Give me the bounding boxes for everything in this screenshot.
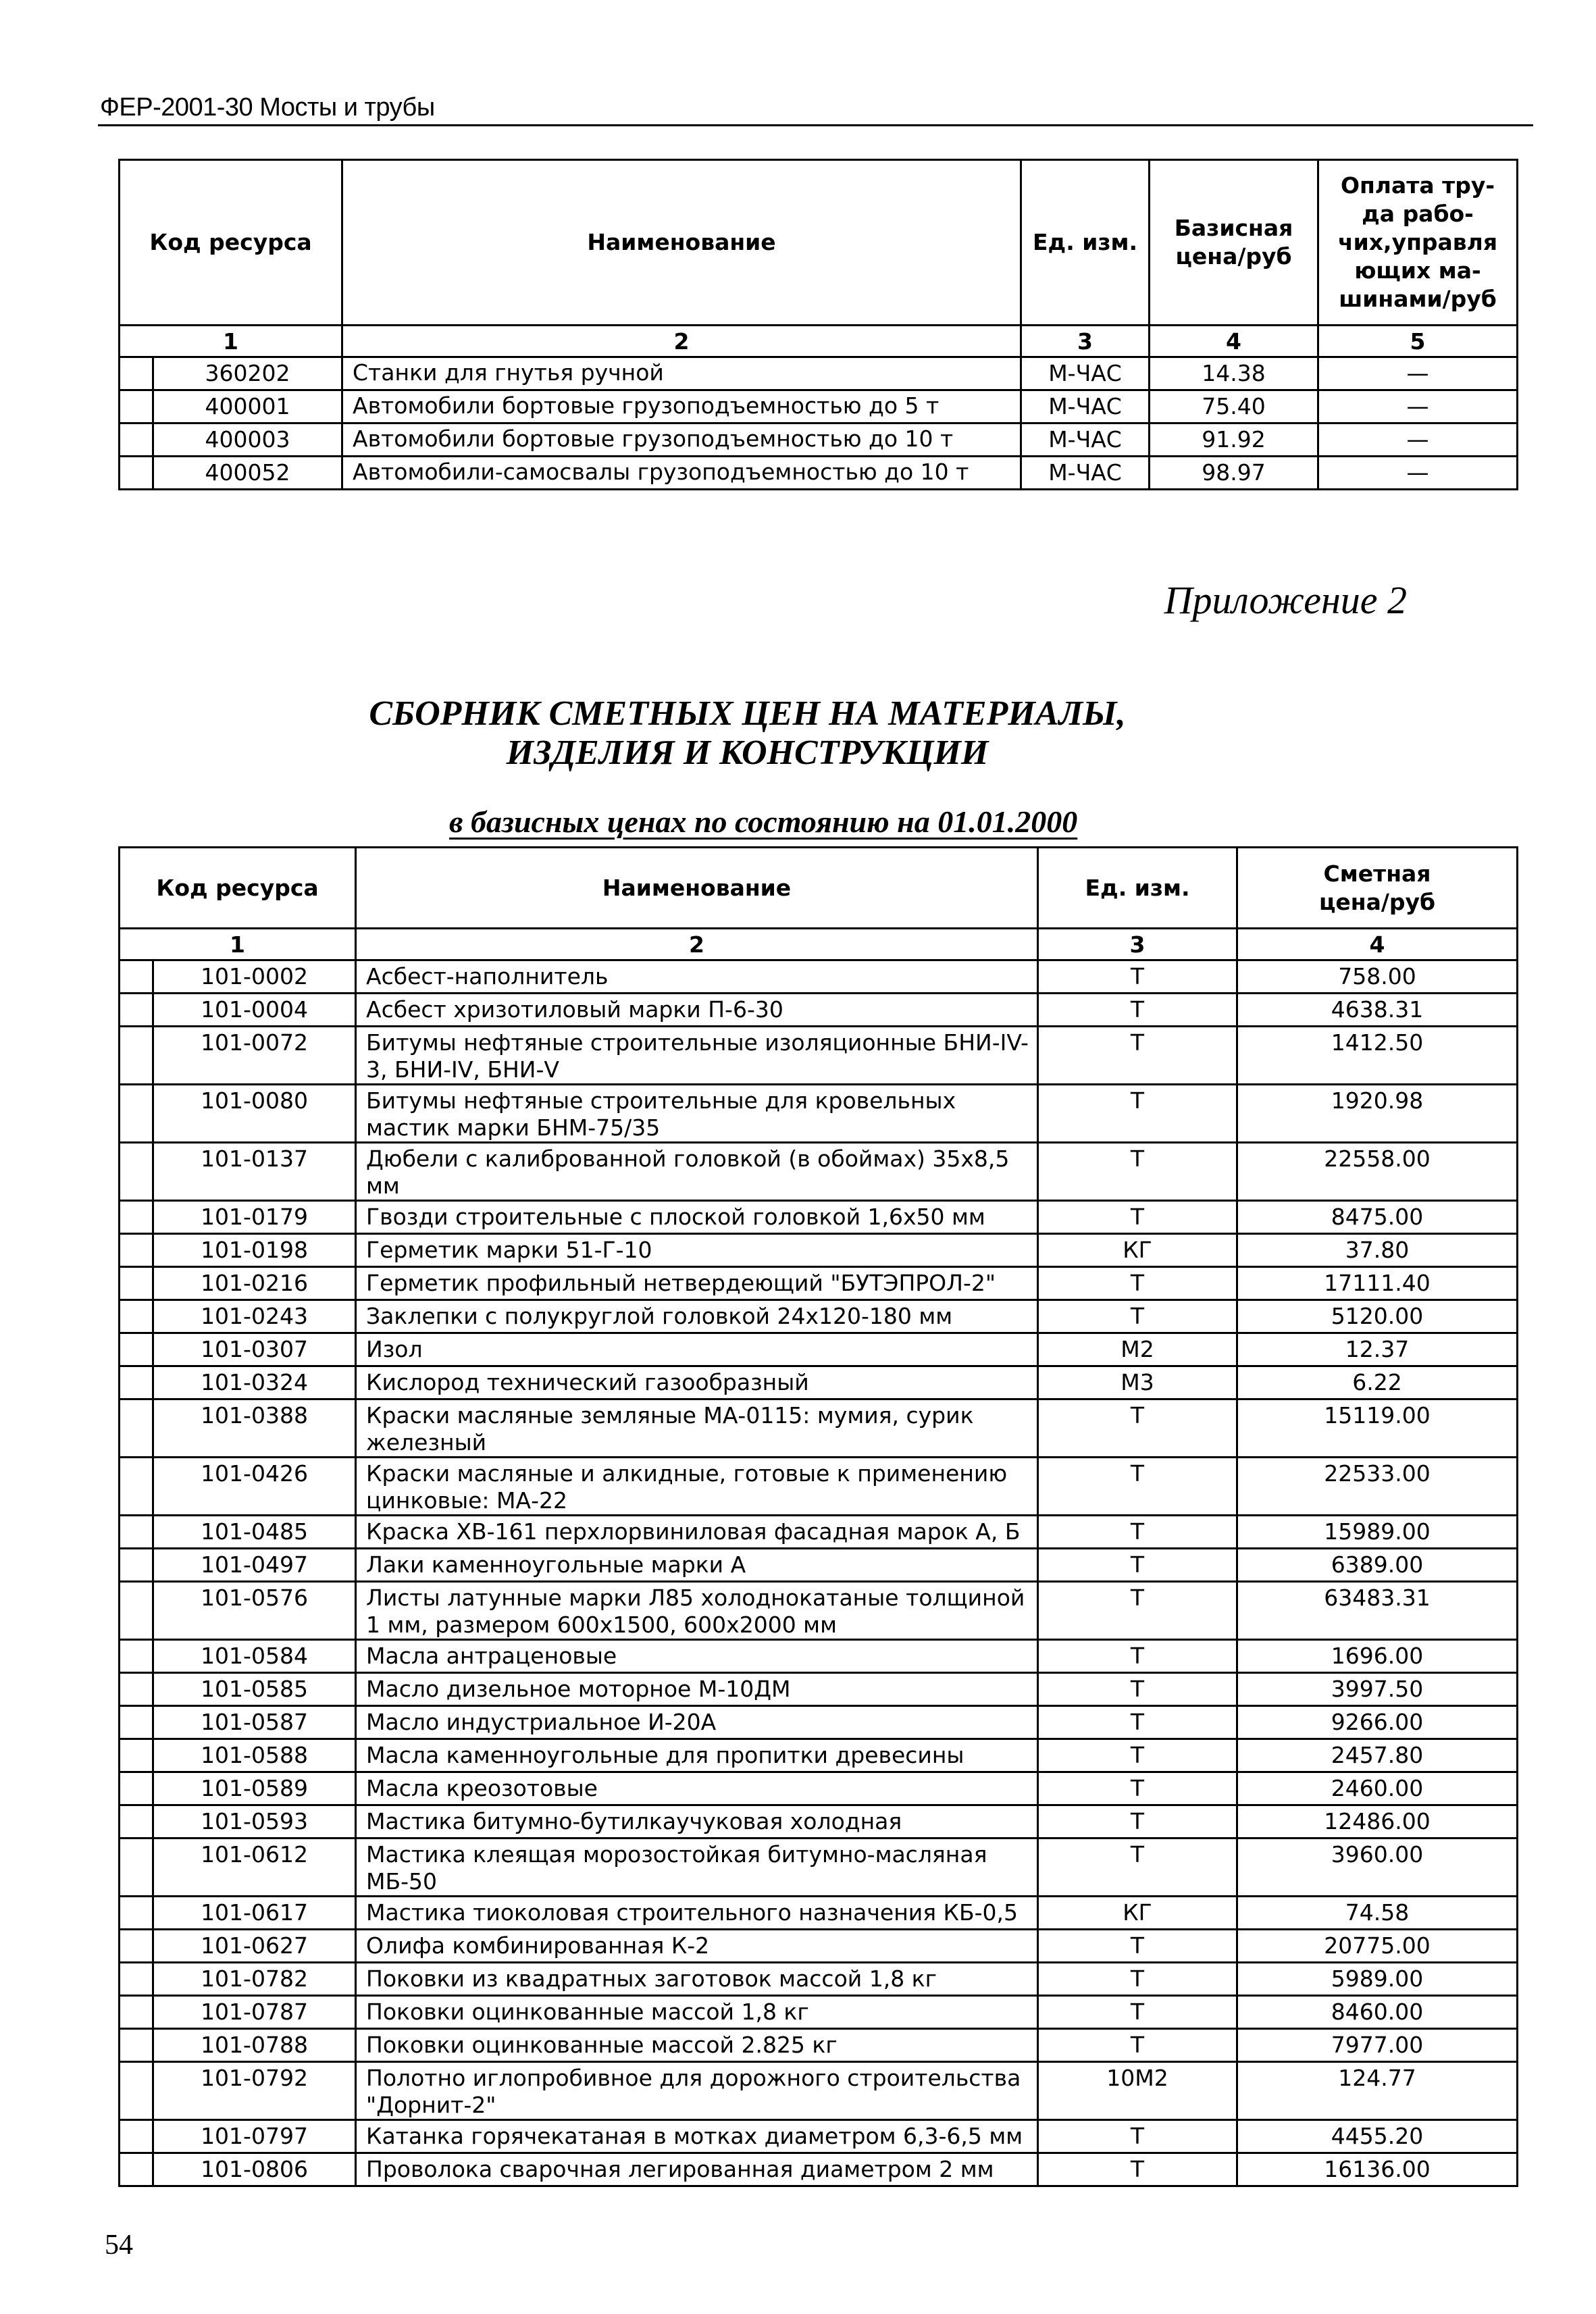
row-margin-cell: [120, 1366, 153, 1399]
row-margin-cell: [120, 423, 153, 457]
header-unit: Ед. изм.: [1021, 160, 1150, 326]
cell-name: Асбест-наполнитель: [356, 960, 1038, 994]
cell-code: 101-0584: [153, 1640, 356, 1673]
cell-code: 101-0782: [153, 1963, 356, 1996]
title-line-2: ИЗДЕЛИЯ И КОНСТРУКЦИИ: [506, 734, 989, 772]
header-name: Наименование: [356, 848, 1038, 929]
cell-name: Масла креозотовые: [356, 1772, 1038, 1805]
cell-unit: Т: [1038, 960, 1237, 994]
row-margin-cell: [120, 2120, 153, 2153]
cell-code: 101-0497: [153, 1549, 356, 1582]
cell-unit: М-ЧАС: [1021, 357, 1150, 390]
cell-code: 101-0589: [153, 1772, 356, 1805]
header-unit: Ед. изм.: [1038, 848, 1237, 929]
table-row: [120, 1839, 1518, 1897]
row-margin-cell: [120, 1805, 153, 1839]
table-row: [120, 1201, 1518, 1234]
cell-name: Полотно иглопробивное для дорожного строительства "Дорнит-2": [356, 2062, 1038, 2120]
header-name: Наименование: [342, 160, 1021, 326]
table-row: [120, 2120, 1518, 2153]
cell-unit: Т: [1038, 1772, 1237, 1805]
cell-name: Дюбели с калиброванной головкой (в обоймах) 35х8,5 мм: [356, 1143, 1038, 1201]
cell-name: Лаки каменноугольные марки А: [356, 1549, 1038, 1582]
row-margin-cell: [120, 1234, 153, 1267]
cell-name: Олифа комбинированная К-2: [356, 1930, 1038, 1963]
cell-price: 22533.00: [1237, 1458, 1518, 1516]
cell-name: Масло индустриальное И-20А: [356, 1706, 1038, 1739]
cell-unit: Т: [1038, 1085, 1237, 1143]
table-row: [120, 1399, 1518, 1458]
cell-code: 101-0485: [153, 1516, 356, 1549]
cell-price: 37.80: [1237, 1234, 1518, 1267]
cell-price: 1920.98: [1237, 1085, 1518, 1143]
table-row: [120, 457, 1518, 490]
cell-unit: КГ: [1038, 1234, 1237, 1267]
cell-code: 101-0324: [153, 1366, 356, 1399]
table-row: [120, 1143, 1518, 1201]
cell-unit: Т: [1038, 1839, 1237, 1897]
table-row: [120, 1640, 1518, 1673]
cell-code: 101-0243: [153, 1300, 356, 1333]
row-margin-cell: [120, 1996, 153, 2029]
cell-name: Битумы нефтяные строительные для кровельных мастик марки БНМ-75/35: [356, 1085, 1038, 1143]
cell-price: 758.00: [1237, 960, 1518, 994]
cell-name: Мастика битумно-бутилкаучуковая холодная: [356, 1805, 1038, 1839]
row-margin-cell: [120, 1516, 153, 1549]
row-margin-cell: [120, 1300, 153, 1333]
row-margin-cell: [120, 1739, 153, 1772]
cell-unit: Т: [1038, 1549, 1237, 1582]
header-code: Код ресурса: [120, 848, 356, 929]
table-row: [120, 1930, 1518, 1963]
cell-price: 74.58: [1237, 1897, 1518, 1930]
table-row: [120, 1673, 1518, 1706]
cell-labor: —: [1318, 390, 1518, 423]
table-row: [120, 1234, 1518, 1267]
cell-code: 360202: [153, 357, 342, 390]
cell-unit: Т: [1038, 1027, 1237, 1085]
row-margin-cell: [120, 1549, 153, 1582]
cell-name: Поковки оцинкованные массой 1,8 кг: [356, 1996, 1038, 2029]
cell-price: 15119.00: [1237, 1399, 1518, 1458]
cell-price: 8460.00: [1237, 1996, 1518, 2029]
cell-price: 9266.00: [1237, 1706, 1518, 1739]
cell-code: 101-0806: [153, 2153, 356, 2186]
cell-price: 91.92: [1150, 423, 1318, 457]
cell-name: Краски масляные земляные МА-0115: мумия, сурик железный: [356, 1399, 1038, 1458]
cell-price: 2457.80: [1237, 1739, 1518, 1772]
header-labor: Оплата тру- да рабо- чих,управля ющих ма- шинами/руб: [1318, 160, 1518, 326]
cell-name: Герметик профильный нетвердеющий "БУТЭПРОЛ-2": [356, 1267, 1038, 1300]
cell-code: 101-0792: [153, 2062, 356, 2120]
table-row: [120, 994, 1518, 1027]
table-row: [120, 1897, 1518, 1930]
table-row: [120, 1516, 1518, 1549]
cell-unit: М-ЧАС: [1021, 457, 1150, 490]
cell-unit: М-ЧАС: [1021, 423, 1150, 457]
table-row: [120, 1027, 1518, 1085]
table-row: [120, 2153, 1518, 2186]
cell-price: 124.77: [1237, 2062, 1518, 2120]
cell-unit: Т: [1038, 1640, 1237, 1673]
row-margin-cell: [120, 1930, 153, 1963]
table-row: [120, 1706, 1518, 1739]
row-margin-cell: [120, 2062, 153, 2120]
cell-price: 22558.00: [1237, 1143, 1518, 1201]
row-margin-cell: [120, 1267, 153, 1300]
cell-unit: Т: [1038, 1143, 1237, 1201]
cell-name: Поковки из квадратных заготовок массой 1,8 кг: [356, 1963, 1038, 1996]
subtitle: в базисных ценах по состоянию на 01.01.2000: [449, 804, 1078, 839]
cell-unit: КГ: [1038, 1897, 1237, 1930]
cell-labor: —: [1318, 423, 1518, 457]
cell-name: Изол: [356, 1333, 1038, 1366]
cell-name: Заклепки с полукруглой головкой 24х120-180 мм: [356, 1300, 1038, 1333]
cell-price: 16136.00: [1237, 2153, 1518, 2186]
table-row: [120, 357, 1518, 390]
cell-price: 12.37: [1237, 1333, 1518, 1366]
cell-price: 6389.00: [1237, 1549, 1518, 1582]
header-code: Код ресурса: [120, 160, 342, 326]
cell-price: 7977.00: [1237, 2029, 1518, 2062]
cell-code: 101-0612: [153, 1839, 356, 1897]
cell-price: 3960.00: [1237, 1839, 1518, 1897]
cell-name: Листы латунные марки Л85 холоднокатаные толщиной 1 мм, размером 600х1500, 600х2000 мм: [356, 1582, 1038, 1640]
row-margin-cell: [120, 1333, 153, 1366]
cell-code: 101-0080: [153, 1085, 356, 1143]
cell-name: Краски масляные и алкидные, готовые к применению цинковые: МА-22: [356, 1458, 1038, 1516]
cell-code: 101-0787: [153, 1996, 356, 2029]
cell-unit: Т: [1038, 1739, 1237, 1772]
table-row: [120, 1300, 1518, 1333]
row-margin-cell: [120, 1143, 153, 1201]
table-row: [120, 1805, 1518, 1839]
row-margin-cell: [120, 1963, 153, 1996]
cell-unit: Т: [1038, 2029, 1237, 2062]
cell-code: 101-0593: [153, 1805, 356, 1839]
cell-name: Мастика тиоколовая строительного назначения КБ-0,5: [356, 1897, 1038, 1930]
cell-name: Кислород технический газообразный: [356, 1366, 1038, 1399]
row-margin-cell: [120, 1582, 153, 1640]
cell-unit: Т: [1038, 1706, 1237, 1739]
row-margin-cell: [120, 357, 153, 390]
cell-price: 75.40: [1150, 390, 1318, 423]
table-row: [120, 960, 1518, 994]
cell-name: Масло дизельное моторное М-10ДМ: [356, 1673, 1038, 1706]
cell-price: 5989.00: [1237, 1963, 1518, 1996]
row-margin-cell: [120, 457, 153, 490]
cell-code: 101-0576: [153, 1582, 356, 1640]
cell-price: 3997.50: [1237, 1673, 1518, 1706]
cell-price: 4638.31: [1237, 994, 1518, 1027]
cell-unit: Т: [1038, 1201, 1237, 1234]
running-header: ФЕР-2001-30 Мосты и трубы: [100, 93, 435, 122]
cell-name: Мастика клеящая морозостойкая битумно-масляная МБ-50: [356, 1839, 1038, 1897]
cell-labor: —: [1318, 457, 1518, 490]
cell-price: 1696.00: [1237, 1640, 1518, 1673]
cell-name: Масла антраценовые: [356, 1640, 1038, 1673]
row-margin-cell: [120, 1839, 153, 1897]
row-margin-cell: [120, 960, 153, 994]
cell-price: 20775.00: [1237, 1930, 1518, 1963]
cell-price: 15989.00: [1237, 1516, 1518, 1549]
cell-unit: М3: [1038, 1366, 1237, 1399]
row-margin-cell: [120, 1085, 153, 1143]
cell-code: 101-0617: [153, 1897, 356, 1930]
cell-code: 101-0004: [153, 994, 356, 1027]
cell-price: 98.97: [1150, 457, 1318, 490]
cell-price: 1412.50: [1237, 1027, 1518, 1085]
machines-table: [118, 159, 1518, 490]
cell-unit: Т: [1038, 1399, 1237, 1458]
table-row: [120, 423, 1518, 457]
cell-unit: 10М2: [1038, 2062, 1237, 2120]
cell-unit: Т: [1038, 1516, 1237, 1549]
table-row: [120, 1366, 1518, 1399]
cell-unit: Т: [1038, 994, 1237, 1027]
cell-name: Поковки оцинкованные массой 2.825 кг: [356, 2029, 1038, 2062]
appendix-label: Приложение 2: [1164, 578, 1407, 622]
table-row: [120, 1458, 1518, 1516]
cell-name: Асбест хризотиловый марки П-6-30: [356, 994, 1038, 1027]
cell-name: Автомобили-самосвалы грузоподъемностью до 10 т: [342, 457, 1021, 490]
title-line-1: СБОРНИК СМЕТНЫХ ЦЕН НА МАТЕРИАЛЫ,: [369, 694, 1126, 733]
cell-price: 12486.00: [1237, 1805, 1518, 1839]
table-row: [120, 1085, 1518, 1143]
table-row: [120, 1549, 1518, 1582]
cell-price: 4455.20: [1237, 2120, 1518, 2153]
cell-unit: Т: [1038, 1582, 1237, 1640]
cell-code: 101-0216: [153, 1267, 356, 1300]
cell-name: Масла каменноугольные для пропитки древесины: [356, 1739, 1038, 1772]
cell-unit: Т: [1038, 1996, 1237, 2029]
cell-name: Гвозди строительные с плоской головкой 1,6х50 мм: [356, 1201, 1038, 1234]
collection-title: [0, 694, 1596, 773]
column-number-row: 1 2 3 4 5: [120, 326, 1518, 357]
row-margin-cell: [120, 1458, 153, 1516]
table-row: [120, 2029, 1518, 2062]
cell-code: 101-0797: [153, 2120, 356, 2153]
cell-code: 101-0788: [153, 2029, 356, 2062]
row-margin-cell: [120, 2029, 153, 2062]
row-margin-cell: [120, 1673, 153, 1706]
cell-unit: Т: [1038, 1300, 1237, 1333]
row-margin-cell: [120, 390, 153, 423]
cell-unit: М-ЧАС: [1021, 390, 1150, 423]
cell-code: 101-0179: [153, 1201, 356, 1234]
table-row: [120, 1963, 1518, 1996]
cell-price: 2460.00: [1237, 1772, 1518, 1805]
row-margin-cell: [120, 2153, 153, 2186]
row-margin-cell: [120, 1772, 153, 1805]
cell-code: 400001: [153, 390, 342, 423]
cell-name: Станки для гнутья ручной: [342, 357, 1021, 390]
cell-code: 400052: [153, 457, 342, 490]
cell-code: 101-0307: [153, 1333, 356, 1366]
row-margin-cell: [120, 1027, 153, 1085]
cell-price: 63483.31: [1237, 1582, 1518, 1640]
cell-name: Битумы нефтяные строительные изоляционные БНИ-IV-3, БНИ-IV, БНИ-V: [356, 1027, 1038, 1085]
header-rule: [98, 124, 1533, 126]
cell-code: 400003: [153, 423, 342, 457]
row-margin-cell: [120, 1706, 153, 1739]
header-price: Базисная цена/руб: [1150, 160, 1318, 326]
row-margin-cell: [120, 994, 153, 1027]
cell-code: 101-0585: [153, 1673, 356, 1706]
cell-code: 101-0588: [153, 1739, 356, 1772]
row-margin-cell: [120, 1399, 153, 1458]
cell-price: 5120.00: [1237, 1300, 1518, 1333]
cell-code: 101-0137: [153, 1143, 356, 1201]
cell-name: Автомобили бортовые грузоподъемностью до 5 т: [342, 390, 1021, 423]
table-row: [120, 1739, 1518, 1772]
cell-unit: Т: [1038, 1805, 1237, 1839]
cell-code: 101-0426: [153, 1458, 356, 1516]
cell-price: 8475.00: [1237, 1201, 1518, 1234]
table-row: [120, 1772, 1518, 1805]
cell-code: 101-0072: [153, 1027, 356, 1085]
cell-price: 14.38: [1150, 357, 1318, 390]
cell-name: Катанка горячекатаная в мотках диаметром 6,3-6,5 мм: [356, 2120, 1038, 2153]
cell-code: 101-0388: [153, 1399, 356, 1458]
row-margin-cell: [120, 1897, 153, 1930]
cell-unit: Т: [1038, 1673, 1237, 1706]
cell-code: 101-0002: [153, 960, 356, 994]
table-row: [120, 1267, 1518, 1300]
column-number-row: 1 2 3 4: [120, 929, 1518, 960]
cell-name: Герметик марки 51-Г-10: [356, 1234, 1038, 1267]
cell-name: Автомобили бортовые грузоподъемностью до 10 т: [342, 423, 1021, 457]
cell-price: 6.22: [1237, 1366, 1518, 1399]
table-row: [120, 390, 1518, 423]
cell-unit: Т: [1038, 1267, 1237, 1300]
table-row: [120, 1333, 1518, 1366]
cell-unit: Т: [1038, 1458, 1237, 1516]
row-margin-cell: [120, 1640, 153, 1673]
table-row: [120, 2062, 1518, 2120]
materials-table: [118, 846, 1518, 2187]
cell-unit: Т: [1038, 1930, 1237, 1963]
row-margin-cell: [120, 1201, 153, 1234]
cell-code: 101-0627: [153, 1930, 356, 1963]
cell-code: 101-0587: [153, 1706, 356, 1739]
cell-unit: Т: [1038, 2153, 1237, 2186]
cell-name: Краска ХВ-161 перхлорвиниловая фасадная марок А, Б: [356, 1516, 1038, 1549]
cell-unit: Т: [1038, 2120, 1237, 2153]
cell-unit: Т: [1038, 1963, 1237, 1996]
cell-unit: М2: [1038, 1333, 1237, 1366]
page-number: 54: [105, 2230, 133, 2261]
table-row: [120, 1582, 1518, 1640]
cell-labor: —: [1318, 357, 1518, 390]
cell-code: 101-0198: [153, 1234, 356, 1267]
header-price: Сметная цена/руб: [1237, 848, 1518, 929]
cell-name: Проволока сварочная легированная диаметром 2 мм: [356, 2153, 1038, 2186]
cell-price: 17111.40: [1237, 1267, 1518, 1300]
table-row: [120, 1996, 1518, 2029]
